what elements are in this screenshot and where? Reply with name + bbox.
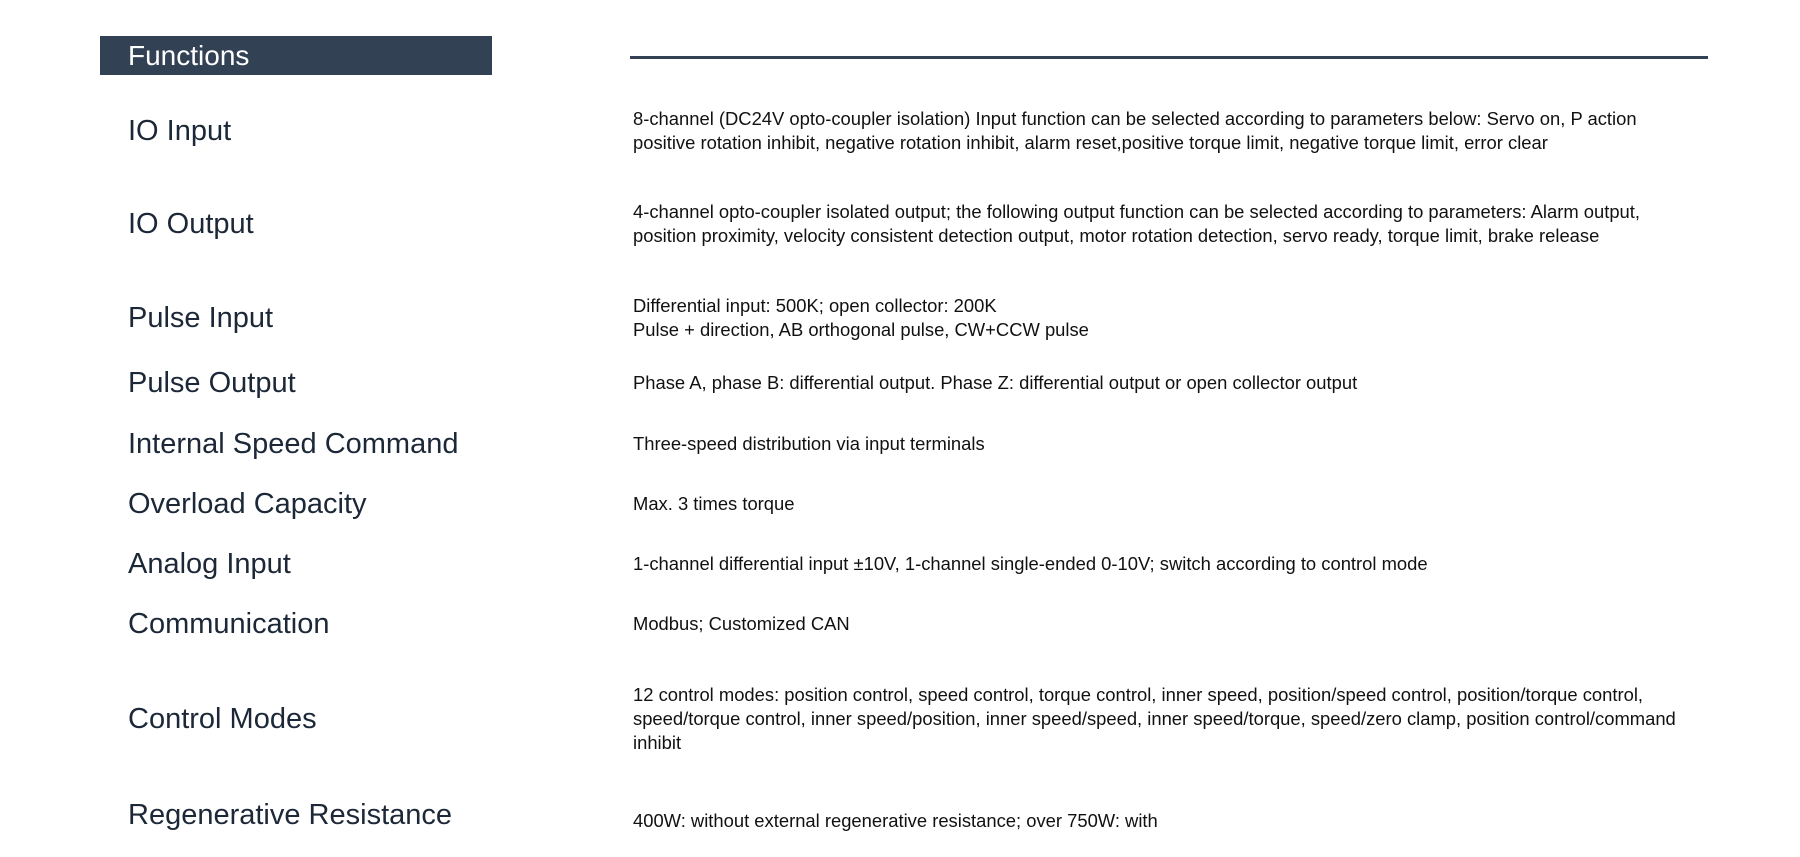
section-title: Functions bbox=[128, 40, 250, 71]
spec-label: Regenerative Resistance bbox=[128, 799, 453, 831]
spec-description: 1-channel differential input ±10V, 1-channel single-ended 0-10V; switch according to control mode bbox=[633, 553, 1428, 574]
spec-row-io-output bbox=[0, 187, 1800, 261]
spec-description-line: Pulse + direction, AB orthogonal pulse, CW+CCW pulse bbox=[633, 319, 1089, 340]
spec-description: 8-channel (DC24V opto-coupler isolation) Input function can be selected according to parameters below: Servo on, P action positive rotation inhibit, negative rotation inhibit, alarm reset,positive torque limit, negative torque limit, error clear bbox=[633, 108, 1637, 153]
spec-row-analog-input bbox=[0, 547, 1800, 581]
spec-label: IO Output bbox=[128, 208, 254, 240]
spec-label: Analog Input bbox=[128, 548, 291, 580]
spec-row-regenerative-resistance bbox=[0, 792, 1800, 831]
spec-description: 12 control modes: position control, speed control, torque control, inner speed, position/speed control, position/torque control, speed/torque control, inner speed/position, inner speed/speed, inner speed/torque, speed/zero clamp, position control/command inhibit bbox=[633, 684, 1676, 753]
spec-row-internal-speed-command bbox=[0, 427, 1800, 461]
spec-row-pulse-output bbox=[0, 366, 1800, 400]
spec-row-pulse-input bbox=[0, 290, 1800, 346]
spec-description-line: Differential input: 500K; open collector: 200K bbox=[633, 295, 997, 316]
spec-label: Overload Capacity bbox=[128, 488, 367, 520]
spec-description: 4-channel opto-coupler isolated output; the following output function can be selected according to parameters: Alarm output, position proximity, velocity consistent detection output, motor rotation detection, servo ready, torque limit, brake release bbox=[633, 201, 1641, 246]
spec-row-overload-capacity bbox=[0, 487, 1800, 521]
spec-description bbox=[633, 294, 1703, 342]
spec-description: 400W: without external regenerative resistance; over 750W: with bbox=[633, 810, 1158, 831]
spec-label: Communication bbox=[128, 608, 330, 640]
spec-description: Modbus; Customized CAN bbox=[633, 613, 850, 634]
spec-description: Three-speed distribution via input terminals bbox=[633, 433, 985, 454]
spec-label: Pulse Input bbox=[128, 302, 274, 334]
spec-description: Max. 3 times torque bbox=[633, 493, 795, 514]
spec-row-io-input bbox=[0, 100, 1800, 162]
header-divider bbox=[630, 56, 1708, 59]
spec-description: Phase A, phase B: differential output. Phase Z: differential output or open collector output bbox=[633, 372, 1358, 393]
spec-label: Internal Speed Command bbox=[128, 428, 459, 460]
spec-row-communication bbox=[0, 607, 1800, 641]
spec-row-control-modes bbox=[0, 682, 1800, 756]
section-header bbox=[100, 36, 492, 75]
spec-label: Pulse Output bbox=[128, 367, 296, 399]
spec-label: IO Input bbox=[128, 115, 232, 147]
spec-label: Control Modes bbox=[128, 703, 317, 735]
